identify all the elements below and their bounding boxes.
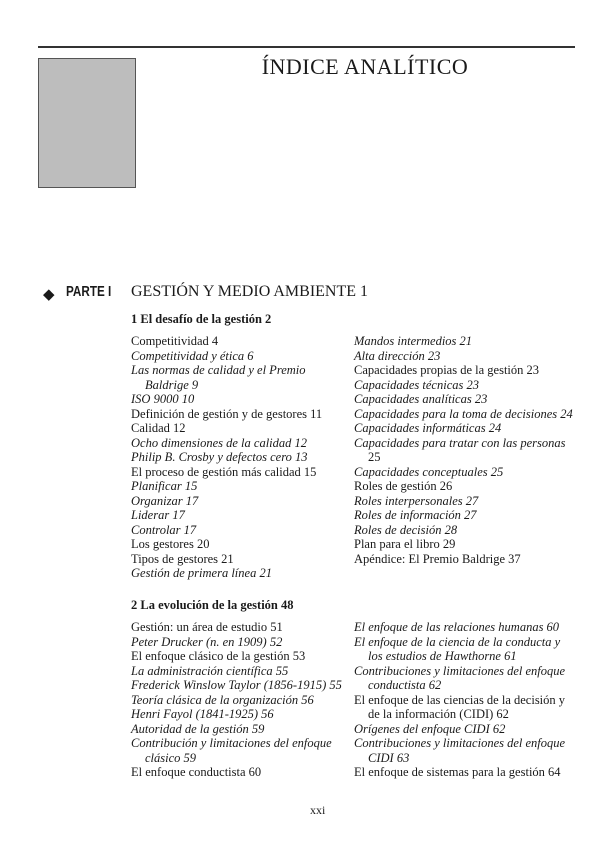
index-entry: Los gestores 20 <box>131 537 210 551</box>
chapter-2-left-column <box>131 620 342 780</box>
index-entry: los estudios de Hawthorne 61 <box>368 649 517 663</box>
index-entry: Frederick Winslow Taylor (1856-1915) 55 <box>131 678 342 692</box>
index-entry: El enfoque de las relaciones humanas 60 <box>354 620 560 634</box>
index-entry: Contribuciones y limitaciones del enfoque <box>354 736 566 750</box>
page-title: ÍNDICE ANALÍTICO <box>261 54 469 79</box>
index-entry: Baldrige 9 <box>145 377 199 392</box>
index-entry: Capacidades informáticas 24 <box>354 421 502 435</box>
index-entry: clásico 59 <box>145 750 197 765</box>
index-entry: conductista 62 <box>368 678 442 692</box>
index-entry: Contribuciones y limitaciones del enfoque <box>354 663 566 678</box>
index-entry: Capacidades analíticas 23 <box>354 392 488 406</box>
index-entry: Autoridad de la gestión 59 <box>131 721 265 736</box>
index-entry: Roles de información 27 <box>354 508 477 522</box>
chapter-2-right-column <box>354 620 565 780</box>
index-entry: La administración científica 55 <box>131 663 289 678</box>
index-entry: Competitividad y ética 6 <box>131 348 254 363</box>
index-entry: Capacidades para la toma de decisiones 24 <box>354 406 573 421</box>
index-entry: Capacidades conceptuales 25 <box>354 464 504 479</box>
index-entry: El proceso de gestión más calidad 15 <box>131 464 317 479</box>
chapter-1-left-column <box>131 334 322 581</box>
index-entry: CIDI 63 <box>368 750 410 765</box>
index-entry: Ocho dimensiones de la calidad 12 <box>131 435 308 450</box>
index-entry: Controlar 17 <box>131 522 197 537</box>
index-entry: El enfoque de sistemas para la gestión 64 <box>354 765 561 779</box>
chapter-1-right-column <box>354 334 573 566</box>
decorative-image-box <box>38 58 136 188</box>
diamond-icon: ◆ <box>43 285 55 303</box>
index-entry: Capacidades técnicas 23 <box>354 377 479 392</box>
index-entry: Organizar 17 <box>131 493 199 508</box>
index-entry: Orígenes del enfoque CIDI 62 <box>354 721 506 736</box>
index-entry: Teoría clásica de la organización 56 <box>131 692 314 707</box>
part-title: GESTIÓN Y MEDIO AMBIENTE 1 <box>131 283 369 300</box>
page-number: xxi <box>310 803 326 817</box>
index-entry: 25 <box>368 450 381 464</box>
index-entry: Roles interpersonales 27 <box>354 493 479 508</box>
index-entry: Capacidades para tratar con las personas <box>354 435 566 450</box>
index-entry: Alta dirección 23 <box>354 348 441 363</box>
index-entry: Roles de gestión 26 <box>354 479 453 493</box>
index-entry: ISO 9000 10 <box>131 392 195 406</box>
index-entry: Capacidades propias de la gestión 23 <box>354 363 540 377</box>
index-entry: Peter Drucker (n. en 1909) 52 <box>131 634 283 649</box>
index-entry: El enfoque conductista 60 <box>131 765 262 779</box>
index-entry: Mandos intermedios 21 <box>354 334 473 348</box>
index-entry: Roles de decisión 28 <box>354 522 458 537</box>
index-entry: El enfoque de la ciencia de la conducta y <box>354 634 561 649</box>
index-entry: El enfoque de las ciencias de la decisión y <box>354 692 566 707</box>
index-entry: Philip B. Crosby y defectos cero 13 <box>131 450 308 464</box>
index-entry: de la información (CIDI) 62 <box>368 707 509 721</box>
top-rule <box>38 46 575 48</box>
index-entry: Calidad 12 <box>131 421 186 435</box>
index-entry: Planificar 15 <box>131 479 198 493</box>
index-entry: Henri Fayol (1841-1925) 56 <box>131 707 274 721</box>
index-entry: El enfoque clásico de la gestión 53 <box>131 649 306 663</box>
index-entry: Apéndice: El Premio Baldrige 37 <box>354 551 521 566</box>
part-label: PARTE I <box>66 283 112 300</box>
index-entry: Gestión: un área de estudio 51 <box>131 620 283 634</box>
index-entry: Competitividad 4 <box>131 334 219 348</box>
index-entry: Tipos de gestores 21 <box>131 551 234 566</box>
index-entry: Contribución y limitaciones del enfoque <box>131 736 332 750</box>
index-entry: Gestión de primera línea 21 <box>131 566 272 580</box>
index-entry: Las normas de calidad y el Premio <box>131 363 306 377</box>
chapter-1-heading: 1 El desafío de la gestión 2 <box>131 312 272 326</box>
chapter-2-heading: 2 La evolución de la gestión 48 <box>131 598 294 612</box>
index-entry: Plan para el libro 29 <box>354 537 456 551</box>
index-entry: Liderar 17 <box>131 508 185 522</box>
index-entry: Definición de gestión y de gestores 11 <box>131 406 323 421</box>
